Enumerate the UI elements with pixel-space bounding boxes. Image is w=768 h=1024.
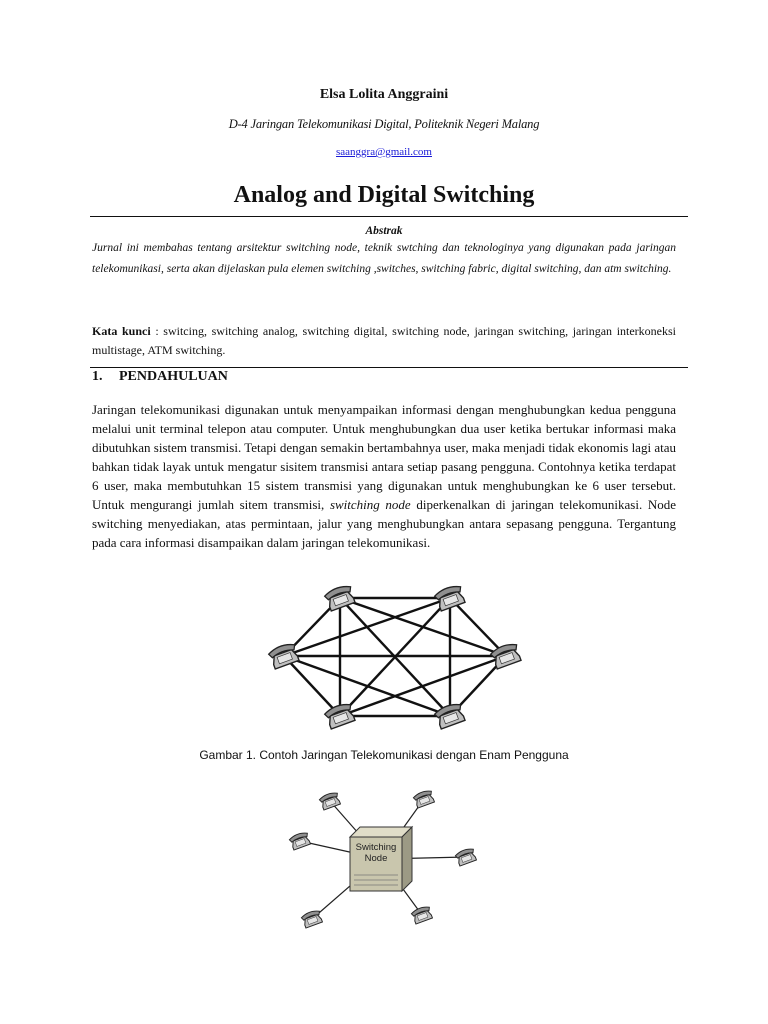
author-email [0, 146, 768, 158]
keywords [92, 322, 676, 360]
section-body [92, 400, 676, 552]
email-link[interactable]: saanggra@gmail.com [336, 146, 432, 158]
telephone-icon [455, 847, 478, 866]
switching-node-box [350, 827, 412, 891]
telephone-icon [319, 791, 342, 810]
telephone-icon [489, 642, 522, 670]
section-number: 1. [92, 369, 103, 384]
abstract-heading: Abstrak [365, 225, 403, 237]
keywords-label: Kata kunci [92, 324, 151, 338]
figure-2-switching-node [282, 785, 492, 937]
switching-node-label-line2: Node [364, 853, 388, 864]
figure-1-caption: Gambar 1. Contoh Jaringan Telekomunikasi dengan Enam Pengguna [199, 748, 569, 762]
keywords-text: : switcing, switching analog, switching digital, switching node, jaringan switching, jaringan interkoneksi multistage, ATM switching. [92, 324, 677, 357]
telephone-icon [413, 789, 436, 808]
author-affiliation: D-4 Jaringan Telekomunikasi Digital, Politeknik Negeri Malang [228, 117, 540, 131]
body-text-part2: diperkenalkan di jaringan telekomunikasi. Node switching menyediakan, atas permintaan, jalur yang menghubungkan antara sepasang pengguna. Tergantung pada cara informasi disampaikan dalam jaringan telekomunikasi. [92, 497, 677, 550]
section-rule [90, 367, 688, 368]
switching-node-label-line1: Switching [355, 842, 397, 853]
mesh-links [284, 598, 506, 716]
body-italic-term: switching node [329, 497, 411, 512]
author-name: Elsa Lolita Anggraini [319, 87, 449, 102]
title-rule [90, 216, 688, 217]
telephone-icon [433, 584, 466, 612]
telephone-icon [323, 584, 356, 612]
abstract-text: Jurnal ini membahas tentang arsitektur switching node, teknik swtching dan teknologinya yang digunakan pada jaringan telekomunikasi, serta akan dijelaskan pula elemen switching ,switches, switching fabric, digital switching, dan atm switching. [92, 242, 676, 275]
section-title: PENDAHULUAN [119, 369, 228, 384]
section-heading [92, 369, 228, 385]
body-text-part1: Jaringan telekomunikasi digunakan untuk menyampaikan informasi dengan menghubungkan kedua pengguna melalui unit terminal telepon atau computer. Untuk menghubungkan dua user ketika bertukar informasi maka dibutuhkan sistem transmisi. Tetapi dengan semakin bertambahnya user, maka menjadi tidak ekonomis lagi atau bahkan tidak layak untuk mengatur sisitem transmisi antara setiap pasang pengguna. Contohnya ketika terdapat 6 user, maka membutuhkan 15 sistem transmisi yang digunakan untuk menghubungkan ke 6 user tersebut. Untuk mengurangi jumlah sitem transmisi, [92, 402, 676, 512]
paper-title: Analog and Digital Switching [233, 182, 535, 208]
telephone-icon [411, 905, 434, 924]
figure-1-mesh-network [254, 578, 534, 738]
telephone-icon [323, 702, 356, 730]
telephone-icon [289, 831, 312, 850]
